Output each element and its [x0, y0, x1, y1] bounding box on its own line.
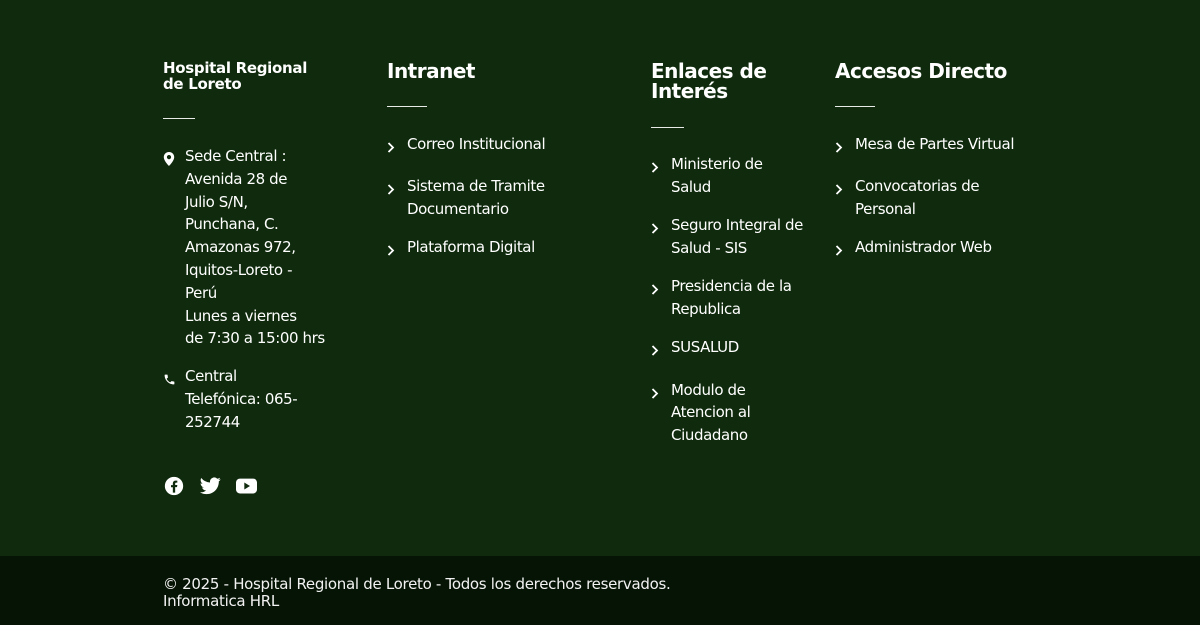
enlaces-link[interactable] [651, 275, 826, 321]
chevron-right-icon [835, 175, 855, 202]
enlaces-divider [651, 127, 684, 128]
credit-text: Informatica HRL [163, 592, 279, 610]
intranet-link-label: Correo Institucional [407, 135, 546, 153]
accesos-link-label: Mesa de Partes Virtual [855, 135, 1015, 153]
contact-phone [163, 365, 338, 433]
youtube-icon[interactable] [235, 475, 257, 497]
accesos-link[interactable] [835, 133, 1014, 160]
chevron-right-icon [651, 379, 671, 406]
accesos-divider [835, 106, 875, 107]
copyright [163, 576, 670, 610]
contact-list [163, 145, 338, 449]
chevron-right-icon [651, 153, 671, 180]
intranet-link[interactable] [387, 133, 545, 160]
accesos-link-label: Administrador Web [855, 238, 992, 257]
enlaces-link[interactable] [651, 153, 826, 199]
facebook-icon[interactable] [163, 475, 185, 497]
accesos-link[interactable] [835, 236, 1014, 263]
map-pin-icon [163, 145, 185, 173]
twitter-icon[interactable] [199, 475, 221, 497]
accesos-title: Accesos Directo [835, 59, 1007, 83]
bottom-bar [0, 556, 1200, 625]
chevron-right-icon [651, 275, 671, 302]
chevron-right-icon [387, 133, 407, 160]
chevron-right-icon [651, 214, 671, 241]
enlaces-link-label: Seguro Integral de Salud - SIS [671, 216, 803, 257]
copyright-text: © 2025 - Hospital Regional de Loreto - Todos los derechos reservados. [163, 575, 671, 593]
enlaces-links [651, 153, 826, 462]
chevron-right-icon [387, 236, 407, 263]
intranet-links [387, 133, 545, 279]
enlaces-link-label: Ministerio de Salud [671, 155, 763, 196]
social-links [163, 475, 257, 497]
address-text: Sede Central : Avenida 28 de Julio S/N, Punchana, C. Amazonas 972, Iquitos-Loreto - Perú Lunes a viernes de 7:30 a 15:00 hrs [185, 147, 325, 348]
contact-address [163, 145, 338, 350]
enlaces-link[interactable] [651, 214, 826, 260]
accesos-link[interactable] [835, 175, 1014, 221]
enlaces-link[interactable] [651, 336, 826, 363]
accesos-links [835, 133, 1014, 279]
enlaces-link-label: Modulo de Atencion al Ciudadano [671, 380, 751, 445]
enlaces-link[interactable] [651, 379, 826, 447]
intranet-link-label: Plataforma Digital [407, 238, 535, 257]
intranet-link[interactable] [387, 236, 545, 263]
intranet-title: Intranet [387, 59, 475, 83]
hospital-title: Hospital Regional de Loreto [163, 59, 308, 93]
enlaces-title: Enlaces de Interés [651, 59, 767, 103]
phone-text: Central Telefónica: 065- 252744 [185, 367, 298, 431]
phone-icon [163, 365, 185, 393]
chevron-right-icon [835, 236, 855, 263]
intranet-link[interactable] [387, 175, 545, 221]
hospital-divider [163, 118, 195, 119]
chevron-right-icon [387, 175, 407, 202]
enlaces-link-label: SUSALUD [671, 338, 739, 357]
chevron-right-icon [651, 336, 671, 363]
intranet-divider [387, 106, 427, 107]
intranet-link-label: Sistema de Tramite Documentario [407, 177, 545, 219]
enlaces-link-label: Presidencia de la Republica [671, 277, 792, 318]
chevron-right-icon [835, 133, 855, 160]
accesos-link-label: Convocatorias de Personal [855, 177, 980, 219]
